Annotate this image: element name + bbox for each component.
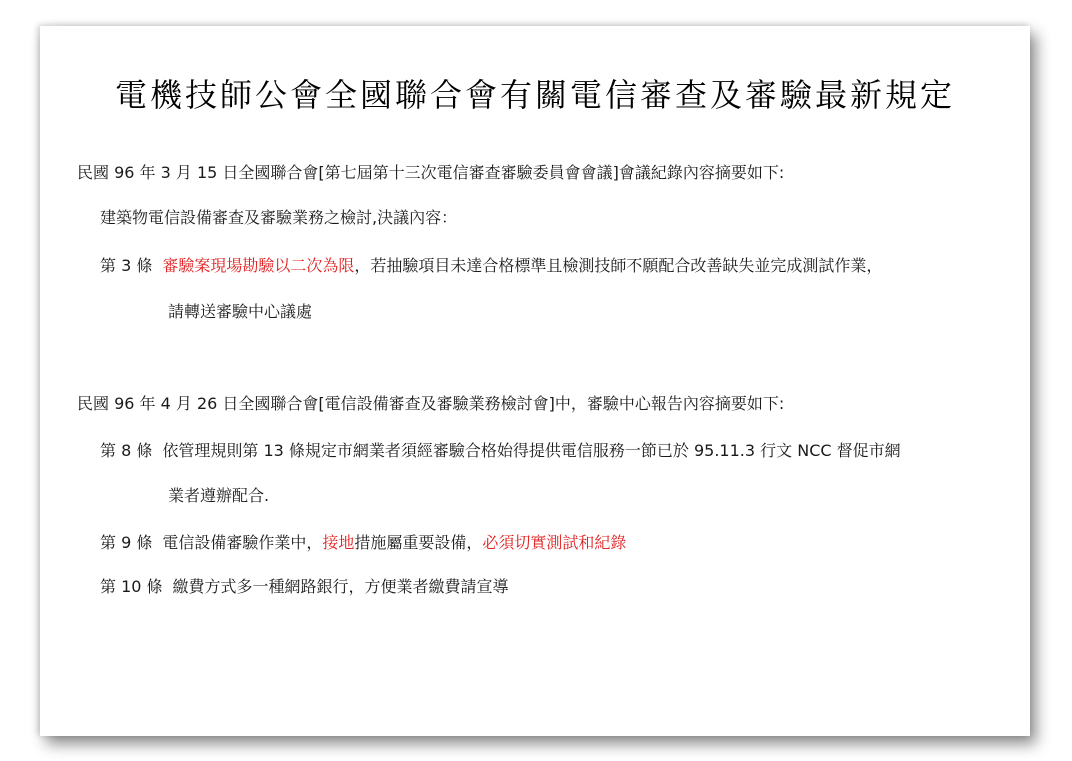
- item-8-label: 第 8 條: [100, 441, 153, 460]
- item-10-label: 第 10 條: [100, 577, 163, 596]
- section1-subheading: 建築物電信設備審查及審驗業務之檢討,決議內容：: [100, 208, 458, 227]
- page-title: 電機技師公會全國聯合會有關電信審查及審驗最新規定: [114, 76, 955, 114]
- item-3-highlight: 審驗案現場勘驗以二次為限: [162, 256, 355, 275]
- item-9-label: 第 9 條: [100, 533, 153, 552]
- item-10: [100, 577, 509, 597]
- item-8: [100, 441, 901, 461]
- item-8-continuation: 業者遵辦配合.: [168, 486, 270, 505]
- document-page: [40, 26, 1030, 736]
- item-8-text: 依管理規則第 13 條規定市網業者須經審驗合格始得提供電信服務一節已於 95.11.3 行文 NCC 督促市網: [162, 441, 901, 460]
- item-9-highlight-a: 接地: [322, 533, 355, 552]
- section2-heading: 民國 96 年 4 月 26 日全國聯合會[電信設備審查及審驗業務檢討會]中，審驗中心報告內容摘要如下:: [77, 394, 785, 413]
- item-9-highlight-b: 必須切實測試和紀錄: [482, 533, 627, 552]
- item-3-label: 第 3 條: [100, 256, 153, 275]
- item-3-text: ，若抽驗項目未達合格標準且檢測技師不願配合改善缺失並完成測試作業，: [354, 256, 883, 275]
- section1-heading: 民國 96 年 3 月 15 日全國聯合會[第七屆第十三次電信審查審驗委員會會議]會議紀錄內容摘要如下:: [77, 163, 785, 182]
- item-9-text-b: 措施屬重要設備，: [354, 533, 483, 552]
- item-3: [100, 256, 882, 276]
- item-9: [100, 533, 626, 553]
- item-10-text: 繳費方式多一種網路銀行，方便業者繳費請宣導: [172, 577, 509, 596]
- item-9-text-a: 電信設備審驗作業中，: [162, 533, 323, 552]
- item-3-continuation: 請轉送審驗中心議處: [168, 302, 313, 321]
